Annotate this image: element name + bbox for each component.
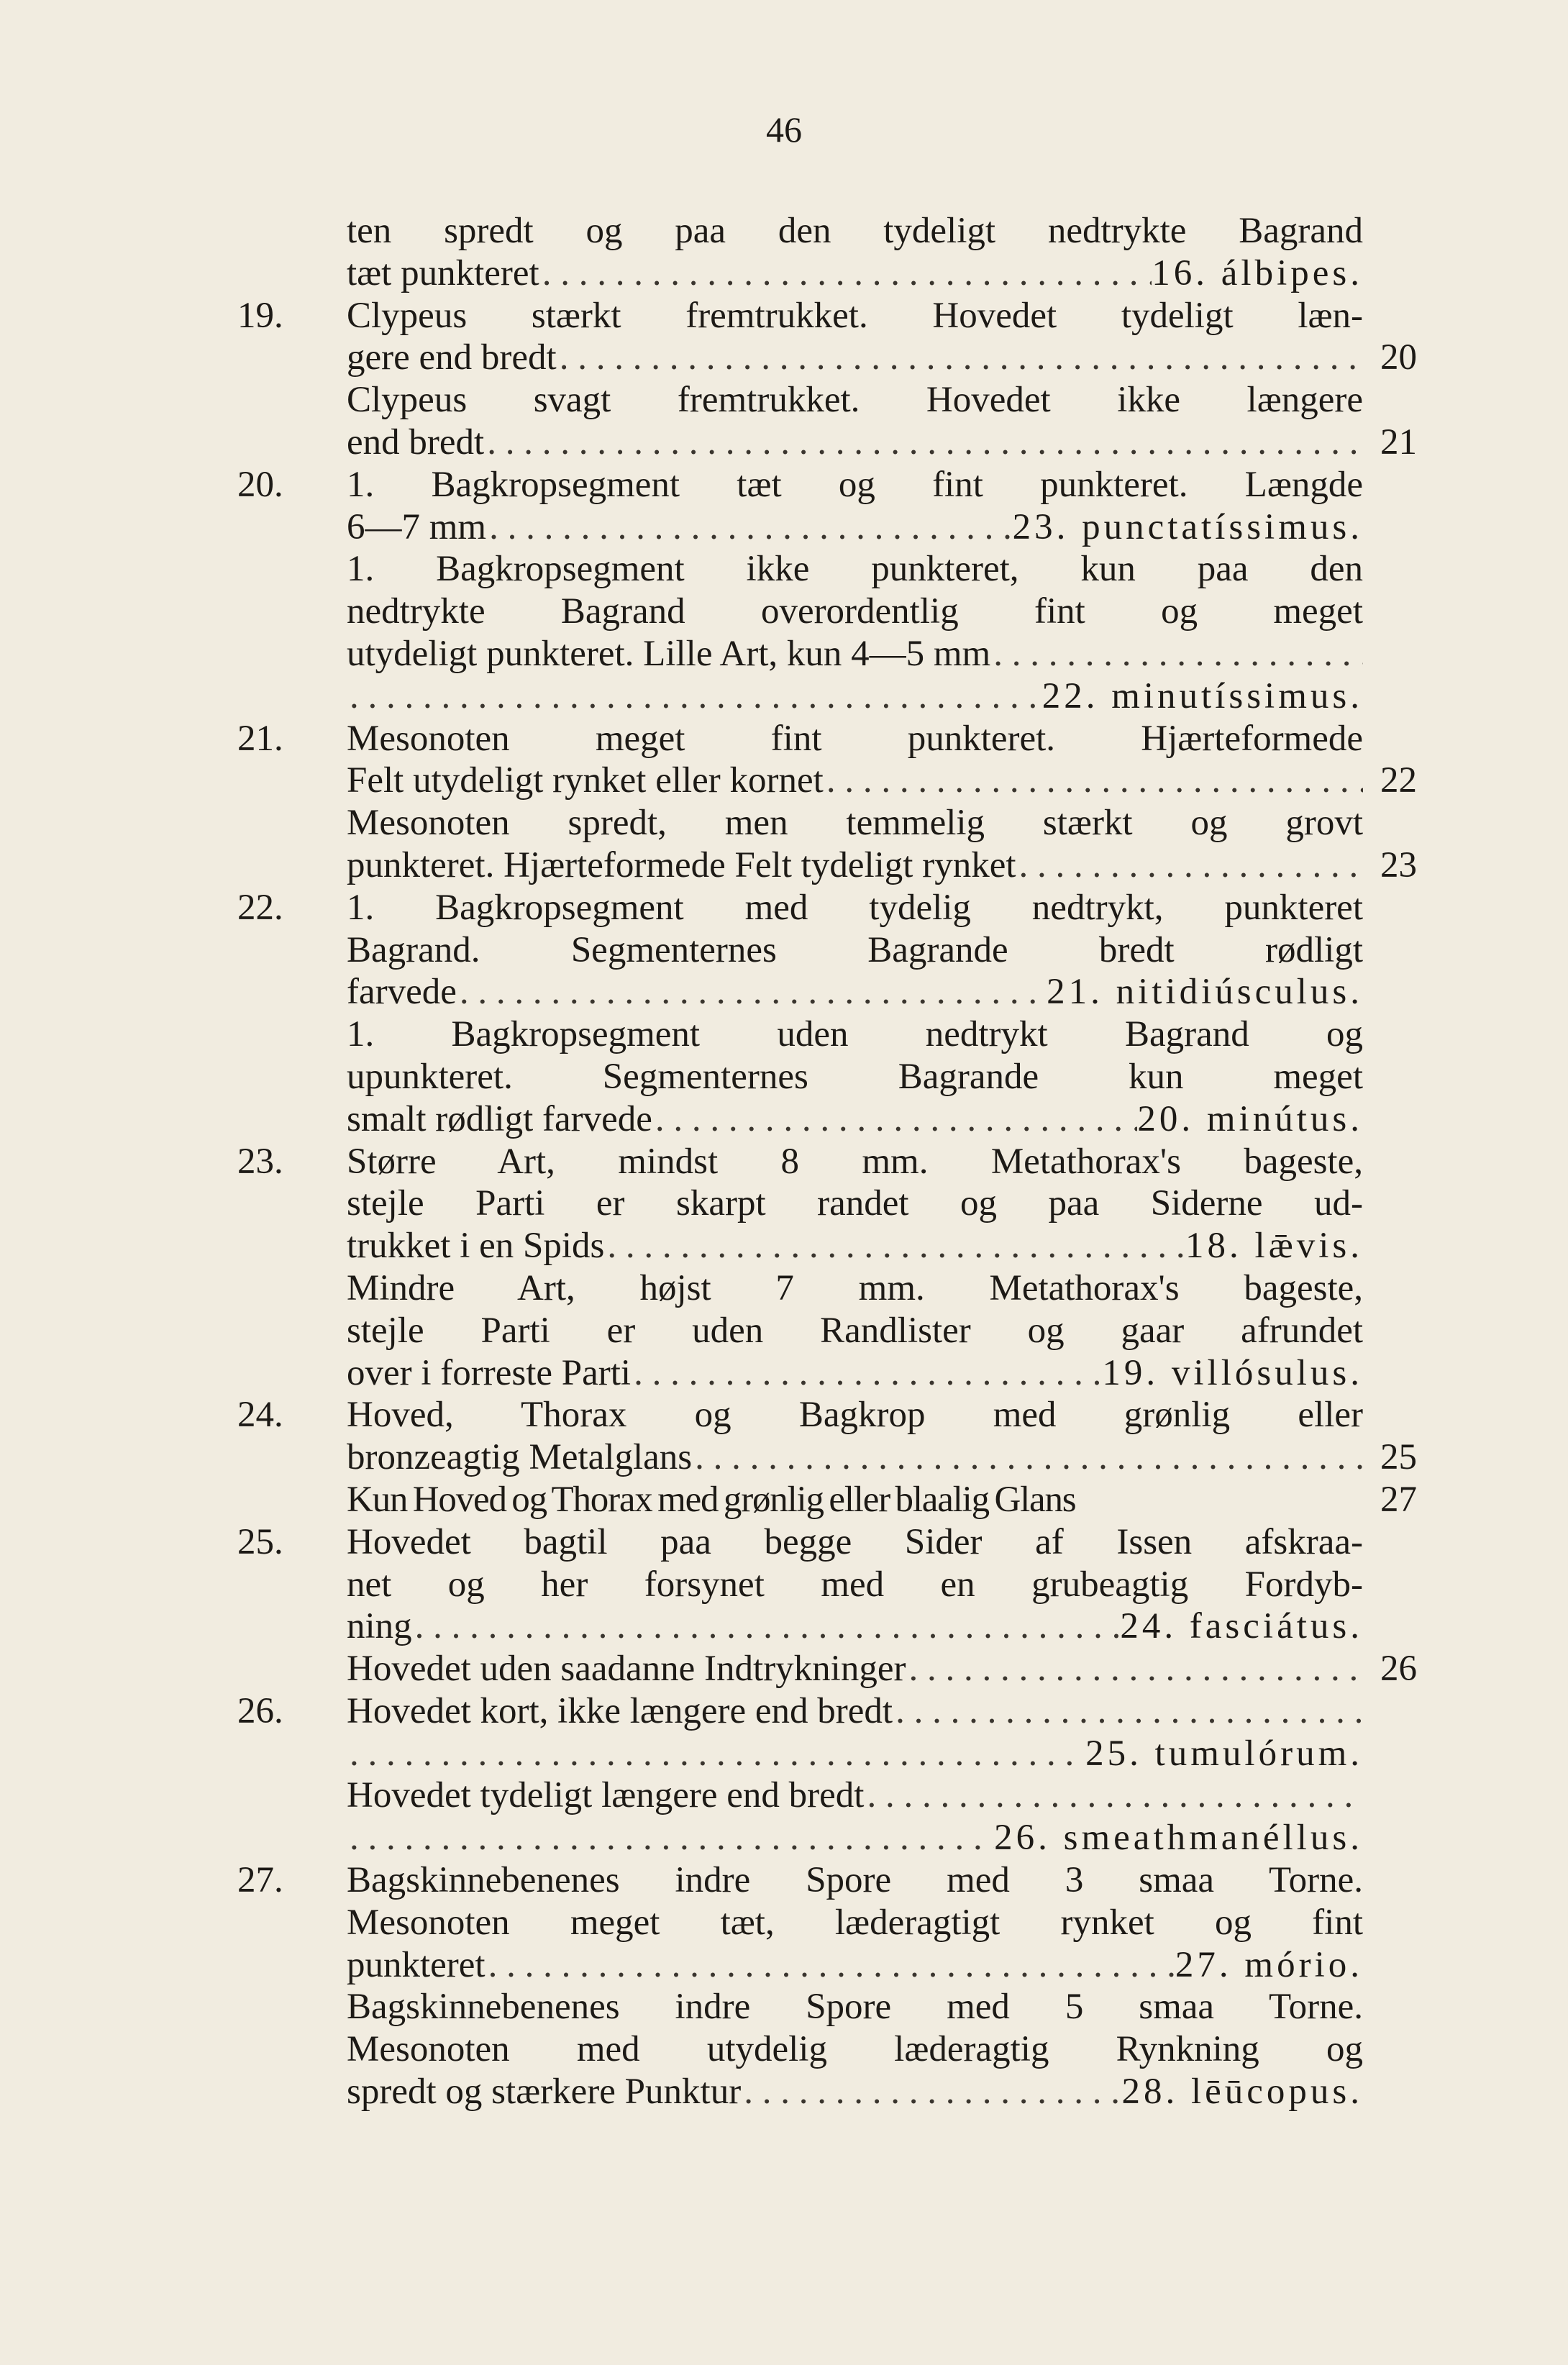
- key-line: [237, 295, 1417, 337]
- couplet-number: 23.: [237, 1141, 283, 1182]
- key-text: 6—7 mm: [347, 506, 487, 547]
- key-text: Bagrand. Segmenternes Bagrande bredt rødligt: [347, 929, 1363, 970]
- dot-leader: [557, 337, 1363, 379]
- key-text: 1. Bagkropsegment med tydelig nedtrykt, punkteret: [347, 887, 1363, 928]
- species-name: 22. minutíssimus.: [1041, 675, 1363, 716]
- species-name: 24. fasciátus.: [1120, 1606, 1363, 1647]
- key-text: ten spredt og paa den tydeligt nedtrykte Bagrand: [347, 211, 1363, 251]
- key-line: [237, 802, 1417, 844]
- key-line: [237, 1056, 1417, 1098]
- key-line: [237, 1774, 1417, 1817]
- dot-leader: [741, 2071, 1121, 2113]
- key-line: [237, 1564, 1417, 1606]
- key-line: [237, 1902, 1417, 1944]
- leader-row: [347, 337, 1363, 379]
- couplet-number: 20.: [237, 464, 283, 505]
- couplet-reference: 27: [1380, 1479, 1417, 1520]
- couplet-reference: 25: [1380, 1437, 1417, 1478]
- key-line: [237, 1225, 1417, 1267]
- couplet-number: 21.: [237, 718, 283, 759]
- leader-row: [347, 1774, 1363, 1817]
- dot-leader: [631, 1352, 1102, 1395]
- couplet-reference: 22: [1380, 760, 1417, 801]
- leader-row: [347, 2071, 1363, 2113]
- leader-row: [347, 633, 1363, 675]
- key-text: Større Art, mindst 8 mm. Metathorax's bageste,: [347, 1141, 1363, 1182]
- species-name: 25. tumulórum.: [1085, 1733, 1363, 1774]
- key-text: stejle Parti er uden Randlister og gaar afrundet: [347, 1310, 1363, 1351]
- dot-leader: [1016, 844, 1363, 887]
- key-line: [237, 506, 1417, 549]
- key-text: trukket i en Spids: [347, 1226, 605, 1267]
- dot-leader: [604, 1225, 1185, 1267]
- species-name: 28. lēūcopus.: [1121, 2072, 1363, 2113]
- identification-key: [237, 210, 1417, 2113]
- species-name: 23. punctatíssimus.: [1012, 506, 1363, 547]
- dot-leader: [906, 1648, 1363, 1690]
- key-text: Mesonoten spredt, men temmelig stærkt og grovt: [347, 803, 1363, 844]
- key-text: 1. Bagkropsegment uden nedtrykt Bagrand og: [347, 1014, 1363, 1055]
- species-name: 18. lǣvis.: [1185, 1226, 1363, 1267]
- key-text: utydeligt punkteret. Lille Art, kun 4—5 mm: [347, 633, 991, 674]
- leader-row: [347, 675, 1363, 718]
- dot-leader: [347, 1817, 994, 1859]
- dot-leader: [347, 675, 1042, 718]
- dot-leader: [692, 1436, 1363, 1479]
- key-text: tæt punkteret: [347, 252, 539, 293]
- key-text: Kun Hoved og Thorax med grønlig eller blaalig Glans: [347, 1479, 1076, 1520]
- key-line: [237, 337, 1417, 379]
- leader-row: [347, 971, 1363, 1013]
- key-line: [237, 421, 1417, 464]
- key-line: [237, 633, 1417, 675]
- leader-row: [347, 760, 1363, 802]
- key-line: [237, 1310, 1417, 1352]
- couplet-reference: 21: [1380, 421, 1417, 462]
- key-text: Mesonoten meget fint punkteret. Hjærteformede: [347, 718, 1363, 759]
- leader-row: [347, 421, 1363, 464]
- dot-leader: [652, 1098, 1138, 1141]
- couplet-number: 22.: [237, 887, 283, 928]
- leader-row: [347, 1817, 1363, 1859]
- species-name: 27. mório.: [1175, 1944, 1363, 1985]
- key-text: upunkteret. Segmenternes Bagrande kun meget: [347, 1056, 1363, 1097]
- key-line: [237, 760, 1417, 802]
- key-line: [237, 718, 1417, 760]
- key-line: [237, 1182, 1417, 1225]
- couplet-number: 19.: [237, 295, 283, 336]
- key-line: [237, 1859, 1417, 1902]
- key-text: spredt og stærkere Punktur: [347, 2072, 742, 2113]
- species-name: 16. álbipes.: [1152, 252, 1363, 293]
- key-line: [237, 548, 1417, 591]
- key-text: Hoved, Thorax og Bagkrop med grønlig eller: [347, 1395, 1363, 1436]
- dot-leader: [893, 1690, 1363, 1733]
- couplet-reference: 23: [1380, 844, 1417, 885]
- dot-leader: [412, 1605, 1121, 1648]
- key-text: end bredt: [347, 421, 485, 462]
- dot-leader: [824, 760, 1363, 802]
- leader-row: [347, 1690, 1363, 1733]
- species-name: 21. nitidiúsculus.: [1047, 972, 1363, 1013]
- key-line: [237, 971, 1417, 1013]
- key-line: [237, 1605, 1417, 1648]
- leader-row: [347, 844, 1363, 887]
- key-line: [237, 1648, 1417, 1690]
- key-text: Mesonoten med utydelig læderagtig Rynkning og: [347, 2029, 1363, 2070]
- key-line: [237, 887, 1417, 929]
- key-line: [237, 1521, 1417, 1564]
- leader-row: [347, 1098, 1363, 1141]
- key-text: smalt rødligt farvede: [347, 1098, 652, 1139]
- dot-leader: [347, 1733, 1085, 1775]
- key-text: Mesonoten meget tæt, læderagtigt rynket og fint: [347, 1902, 1363, 1943]
- key-line: [237, 1352, 1417, 1395]
- key-line: [237, 675, 1417, 718]
- key-text: Hovedet tydeligt længere end bredt: [347, 1775, 865, 1816]
- key-text: gere end bredt: [347, 337, 557, 378]
- dot-leader: [486, 1944, 1175, 1987]
- key-text: Felt utydeligt rynket eller kornet: [347, 760, 824, 801]
- dot-leader: [484, 421, 1363, 464]
- couplet-number: 24.: [237, 1395, 283, 1436]
- couplet-number: 25.: [237, 1521, 283, 1562]
- dot-leader: [457, 971, 1047, 1013]
- couplet-reference: 26: [1380, 1649, 1417, 1690]
- key-line: [237, 1267, 1417, 1310]
- leader-row: [347, 1605, 1363, 1648]
- key-line: [237, 379, 1417, 421]
- dot-leader: [864, 1774, 1363, 1817]
- key-text: 1. Bagkropsegment tæt og fint punkteret. Længde: [347, 464, 1363, 505]
- leader-row: [347, 1648, 1363, 1690]
- key-text: Bagskinnebenenes indre Spore med 3 smaa Torne.: [347, 1860, 1363, 1901]
- page-number: 46: [766, 109, 802, 150]
- leader-row: [347, 1733, 1363, 1775]
- key-text: stejle Parti er skarpt randet og paa Siderne ud-: [347, 1183, 1363, 1224]
- couplet-number: 27.: [237, 1860, 283, 1901]
- leader-row: [347, 1225, 1363, 1267]
- key-text: over i forreste Parti: [347, 1352, 632, 1393]
- key-line: [237, 929, 1417, 972]
- key-line: [237, 252, 1417, 295]
- dot-leader: [539, 252, 1152, 295]
- key-line: [237, 2071, 1417, 2113]
- leader-row: [347, 506, 1363, 549]
- leader-row: [347, 252, 1363, 295]
- species-name: 19. villósulus.: [1102, 1352, 1363, 1393]
- key-text: net og her forsynet med en grubeagtig Fordyb-: [347, 1564, 1363, 1605]
- key-line: [237, 1394, 1417, 1436]
- key-text: Bagskinnebenenes indre Spore med 5 smaa Torne.: [347, 1987, 1363, 2028]
- key-line: [237, 1817, 1417, 1859]
- key-text: Mindre Art, højst 7 mm. Metathorax's bageste,: [347, 1267, 1363, 1308]
- species-name: 26. smeathmanéllus.: [994, 1818, 1363, 1859]
- key-line: [237, 1013, 1417, 1056]
- key-line: [237, 1733, 1417, 1775]
- key-text: 1. Bagkropsegment ikke punkteret, kun paa den: [347, 549, 1363, 590]
- key-text-row: [347, 1479, 1363, 1521]
- key-line: [237, 1986, 1417, 2028]
- key-line: [237, 591, 1417, 633]
- key-line: [237, 1098, 1417, 1141]
- key-text: punkteret. Hjærteformede Felt tydeligt rynket: [347, 844, 1016, 885]
- leader-row: [347, 1436, 1363, 1479]
- key-text: punkteret: [347, 1944, 486, 1985]
- key-text: nedtrykte Bagrand overordentlig fint og meget: [347, 591, 1363, 632]
- key-text: ning: [347, 1606, 412, 1647]
- key-text: farvede: [347, 972, 457, 1013]
- key-text: Hovedet uden saadanne Indtrykninger: [347, 1649, 906, 1690]
- key-text: Clypeus svagt fremtrukket. Hovedet ikke længere: [347, 380, 1363, 421]
- key-line: [237, 844, 1417, 887]
- species-name: 20. minútus.: [1137, 1098, 1363, 1139]
- key-line: [237, 1944, 1417, 1987]
- key-line: [237, 1436, 1417, 1479]
- key-line: [237, 2028, 1417, 2071]
- key-line: [237, 210, 1417, 252]
- leader-row: [347, 1352, 1363, 1395]
- key-text: Hovedet bagtil paa begge Sider af Issen afskraa-: [347, 1521, 1363, 1562]
- dot-leader: [990, 633, 1363, 675]
- key-text: Clypeus stærkt fremtrukket. Hovedet tydeligt læn-: [347, 295, 1363, 336]
- key-line: [237, 1141, 1417, 1183]
- key-text: bronzeagtig Metalglans: [347, 1437, 693, 1478]
- leader-row: [347, 1944, 1363, 1987]
- key-line: [237, 464, 1417, 506]
- couplet-number: 26.: [237, 1690, 283, 1731]
- dot-leader: [486, 506, 1012, 549]
- couplet-reference: 20: [1380, 337, 1417, 378]
- key-text: Hovedet kort, ikke længere end bredt: [347, 1690, 893, 1731]
- key-line: [237, 1690, 1417, 1733]
- key-line: [237, 1479, 1417, 1521]
